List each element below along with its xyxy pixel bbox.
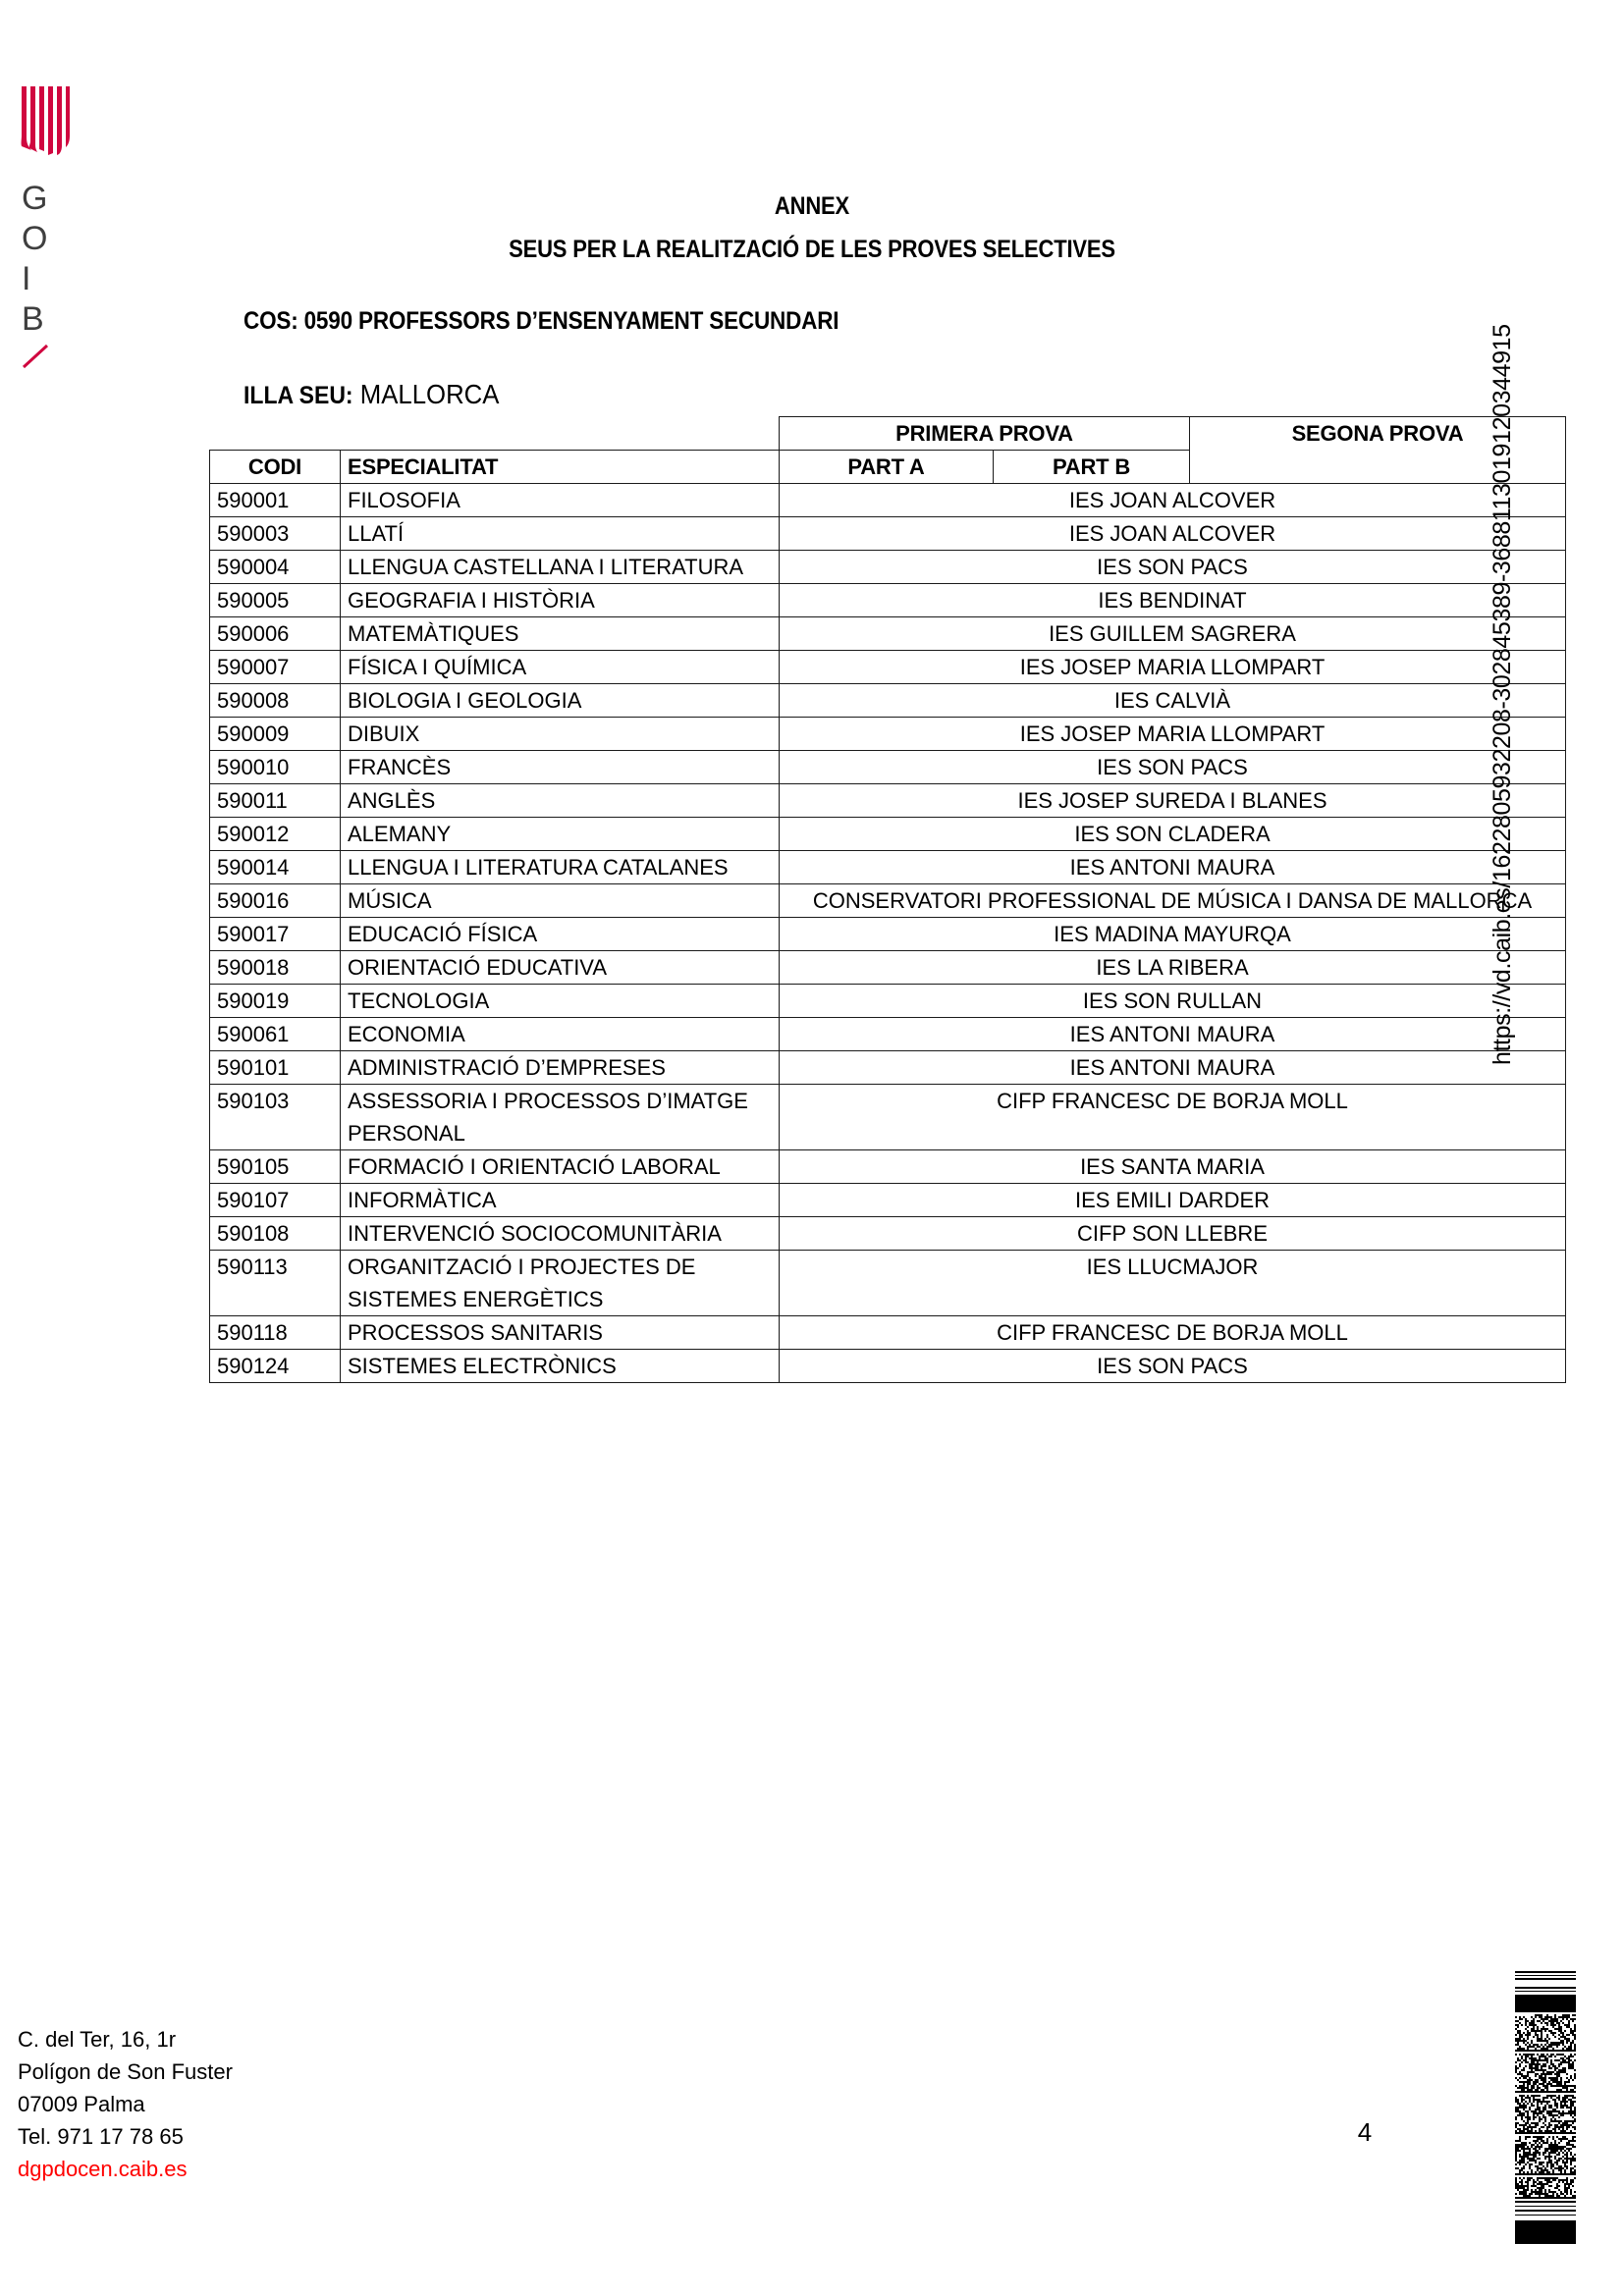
address-line: Tel. 971 17 78 65: [18, 2124, 184, 2149]
header-codi: CODI: [210, 451, 341, 484]
cell-especialitat: DIBUIX: [341, 718, 780, 751]
table-body: [210, 484, 1566, 1383]
cell-seu: CIFP SON LLEBRE: [780, 1217, 1566, 1251]
cell-especialitat: FRANCÈS: [341, 751, 780, 784]
cell-seu: CONSERVATORI PROFESSIONAL DE MÚSICA I DANSA DE MALLORCA: [780, 884, 1566, 918]
logo-letter: O: [22, 220, 48, 257]
cell-codi: 590001: [210, 484, 341, 517]
cell-seu: IES BENDINAT: [780, 584, 1566, 617]
cell-seu: IES LLUCMAJOR: [780, 1251, 1566, 1316]
table-row: [210, 851, 1566, 884]
annex-subtitle: SEUS PER LA REALITZACIÓ DE LES PROVES SELECTIVES: [509, 236, 1115, 263]
address-line: C. del Ter, 16, 1r: [18, 2027, 177, 2052]
table-row: [210, 951, 1566, 985]
page-number: 4: [1357, 2117, 1373, 2147]
header-segona-prova: SEGONA PROVA: [1190, 417, 1566, 484]
cell-especialitat: FILOSOFIA: [341, 484, 780, 517]
cell-especialitat: FÍSICA I QUÍMICA: [341, 651, 780, 684]
cell-especialitat: FORMACIÓ I ORIENTACIÓ LABORAL: [341, 1150, 780, 1184]
pdf417-barcode: [1515, 1969, 1576, 2247]
table-row: [210, 1150, 1566, 1184]
table-row: [210, 918, 1566, 951]
cell-especialitat: MATEMÀTIQUES: [341, 617, 780, 651]
table-row: [210, 1316, 1566, 1350]
logo-letter: I: [22, 260, 31, 297]
illa-seu-value: MALLORCA: [359, 379, 500, 409]
cell-codi: 590005: [210, 584, 341, 617]
cell-seu: IES LA RIBERA: [780, 951, 1566, 985]
cell-especialitat: ANGLÈS: [341, 784, 780, 818]
table-row: [210, 818, 1566, 851]
annex-title: ANNEX: [774, 192, 850, 220]
balearic-shield-icon: [20, 86, 71, 157]
cell-seu: IES SON PACS: [780, 551, 1566, 584]
cell-codi: 590006: [210, 617, 341, 651]
cell-codi: 590014: [210, 851, 341, 884]
cell-seu: IES MADINA MAYURQA: [780, 918, 1566, 951]
cell-especialitat: SISTEMES ELECTRÒNICS: [341, 1350, 780, 1383]
cell-codi: 590004: [210, 551, 341, 584]
cell-seu: IES JOAN ALCOVER: [780, 484, 1566, 517]
logo-letter: G: [22, 180, 48, 217]
illa-seu-label: ILLA SEU:: [244, 382, 353, 409]
cell-especialitat: ORIENTACIÓ EDUCATIVA: [341, 951, 780, 985]
cell-especialitat: GEOGRAFIA I HISTÒRIA: [341, 584, 780, 617]
cell-seu: IES SON CLADERA: [780, 818, 1566, 851]
cos-line: COS: 0590 PROFESSORS D’ENSENYAMENT SECUNDARI: [244, 307, 839, 335]
cell-codi: 590118: [210, 1316, 341, 1350]
table-row: [210, 517, 1566, 551]
table-row: [210, 1350, 1566, 1383]
cell-seu: IES CALVIÀ: [780, 684, 1566, 718]
cell-codi: 590016: [210, 884, 341, 918]
table-row: [210, 884, 1566, 918]
header-especialitat: ESPECIALITAT: [341, 451, 780, 484]
table-head: [210, 417, 1566, 484]
cell-codi: 590018: [210, 951, 341, 985]
cell-codi: 590019: [210, 985, 341, 1018]
cell-codi: 590008: [210, 684, 341, 718]
table-row: [210, 1085, 1566, 1150]
cell-codi: 590010: [210, 751, 341, 784]
cell-codi: 590017: [210, 918, 341, 951]
cell-especialitat: EDUCACIÓ FÍSICA: [341, 918, 780, 951]
cell-seu: IES JOSEP SUREDA I BLANES: [780, 784, 1566, 818]
address-line: Polígon de Son Fuster: [18, 2059, 233, 2084]
cell-codi: 590061: [210, 1018, 341, 1051]
cell-seu: IES EMILI DARDER: [780, 1184, 1566, 1217]
table-row: [210, 1217, 1566, 1251]
cell-especialitat: ALEMANY: [341, 818, 780, 851]
address-line: 07009 Palma: [18, 2092, 145, 2116]
cell-seu: IES JOSEP MARIA LLOMPART: [780, 651, 1566, 684]
cell-especialitat: ORGANITZACIÓ I PROJECTES DE SISTEMES ENERGÈTICS: [341, 1251, 780, 1316]
cell-seu: IES ANTONI MAURA: [780, 1051, 1566, 1085]
footer-website-link[interactable]: dgpdocen.caib.es: [18, 2157, 188, 2181]
cell-seu: IES ANTONI MAURA: [780, 1018, 1566, 1051]
cell-seu: IES SON PACS: [780, 751, 1566, 784]
cell-codi: 590103: [210, 1085, 341, 1150]
cell-seu: IES ANTONI MAURA: [780, 851, 1566, 884]
table-row: [210, 651, 1566, 684]
header-primera-prova: PRIMERA PROVA: [780, 417, 1190, 451]
cell-seu: CIFP FRANCESC DE BORJA MOLL: [780, 1316, 1566, 1350]
table-row: [210, 718, 1566, 751]
cell-especialitat: LLATÍ: [341, 517, 780, 551]
spacer-cell: [210, 417, 341, 451]
table-row: [210, 484, 1566, 517]
table-row: [210, 1184, 1566, 1217]
cell-especialitat: INTERVENCIÓ SOCIOCOMUNITÀRIA: [341, 1217, 780, 1251]
cell-codi: 590009: [210, 718, 341, 751]
footer-address-block: [18, 2023, 233, 2185]
cell-especialitat: ADMINISTRACIÓ D’EMPRESES: [341, 1051, 780, 1085]
cell-codi: 590113: [210, 1251, 341, 1316]
seus-table: [209, 416, 1566, 1383]
cell-codi: 590107: [210, 1184, 341, 1217]
table-row: [210, 985, 1566, 1018]
cell-codi: 590101: [210, 1051, 341, 1085]
cell-seu: IES SANTA MARIA: [780, 1150, 1566, 1184]
goib-logo: [18, 86, 135, 374]
table-row: [210, 617, 1566, 651]
table-row: [210, 784, 1566, 818]
header-part-b: PART B: [994, 451, 1190, 484]
cell-especialitat: MÚSICA: [341, 884, 780, 918]
cell-especialitat: INFORMÀTICA: [341, 1184, 780, 1217]
cell-especialitat: LLENGUA CASTELLANA I LITERATURA: [341, 551, 780, 584]
cell-especialitat: ECONOMIA: [341, 1018, 780, 1051]
cell-codi: 590124: [210, 1350, 341, 1383]
illa-seu-line: [244, 379, 499, 410]
cell-seu: IES GUILLEM SAGRERA: [780, 617, 1566, 651]
cell-codi: 590011: [210, 784, 341, 818]
cell-codi: 590108: [210, 1217, 341, 1251]
cell-codi: 590012: [210, 818, 341, 851]
cell-especialitat: PROCESSOS SANITARIS: [341, 1316, 780, 1350]
cell-especialitat: BIOLOGIA I GEOLOGIA: [341, 684, 780, 718]
table-row: [210, 684, 1566, 718]
cell-especialitat: ASSESSORIA I PROCESSOS D’IMATGE PERSONAL: [341, 1085, 780, 1150]
cell-codi: 590007: [210, 651, 341, 684]
table-group-header-row: [210, 417, 1566, 451]
cell-seu: IES JOAN ALCOVER: [780, 517, 1566, 551]
spacer-cell: [341, 417, 780, 451]
logo-slash-icon: [22, 344, 55, 369]
cell-seu: IES JOSEP MARIA LLOMPART: [780, 718, 1566, 751]
cell-codi: 590003: [210, 517, 341, 551]
verification-url: https://vd.caib.es/1622805932208-302845389-3688113019120344915: [1489, 324, 1516, 1065]
header-part-a: PART A: [780, 451, 994, 484]
table-row: [210, 751, 1566, 784]
cell-seu: IES SON RULLAN: [780, 985, 1566, 1018]
cell-especialitat: TECNOLOGIA: [341, 985, 780, 1018]
cell-especialitat: LLENGUA I LITERATURA CATALANES: [341, 851, 780, 884]
cell-seu: IES SON PACS: [780, 1350, 1566, 1383]
table-row: [210, 1051, 1566, 1085]
table-row: [210, 584, 1566, 617]
table-row: [210, 551, 1566, 584]
table-row: [210, 1018, 1566, 1051]
cell-codi: 590105: [210, 1150, 341, 1184]
logo-letter: B: [22, 300, 44, 338]
table-row: [210, 1251, 1566, 1316]
cell-seu: CIFP FRANCESC DE BORJA MOLL: [780, 1085, 1566, 1150]
